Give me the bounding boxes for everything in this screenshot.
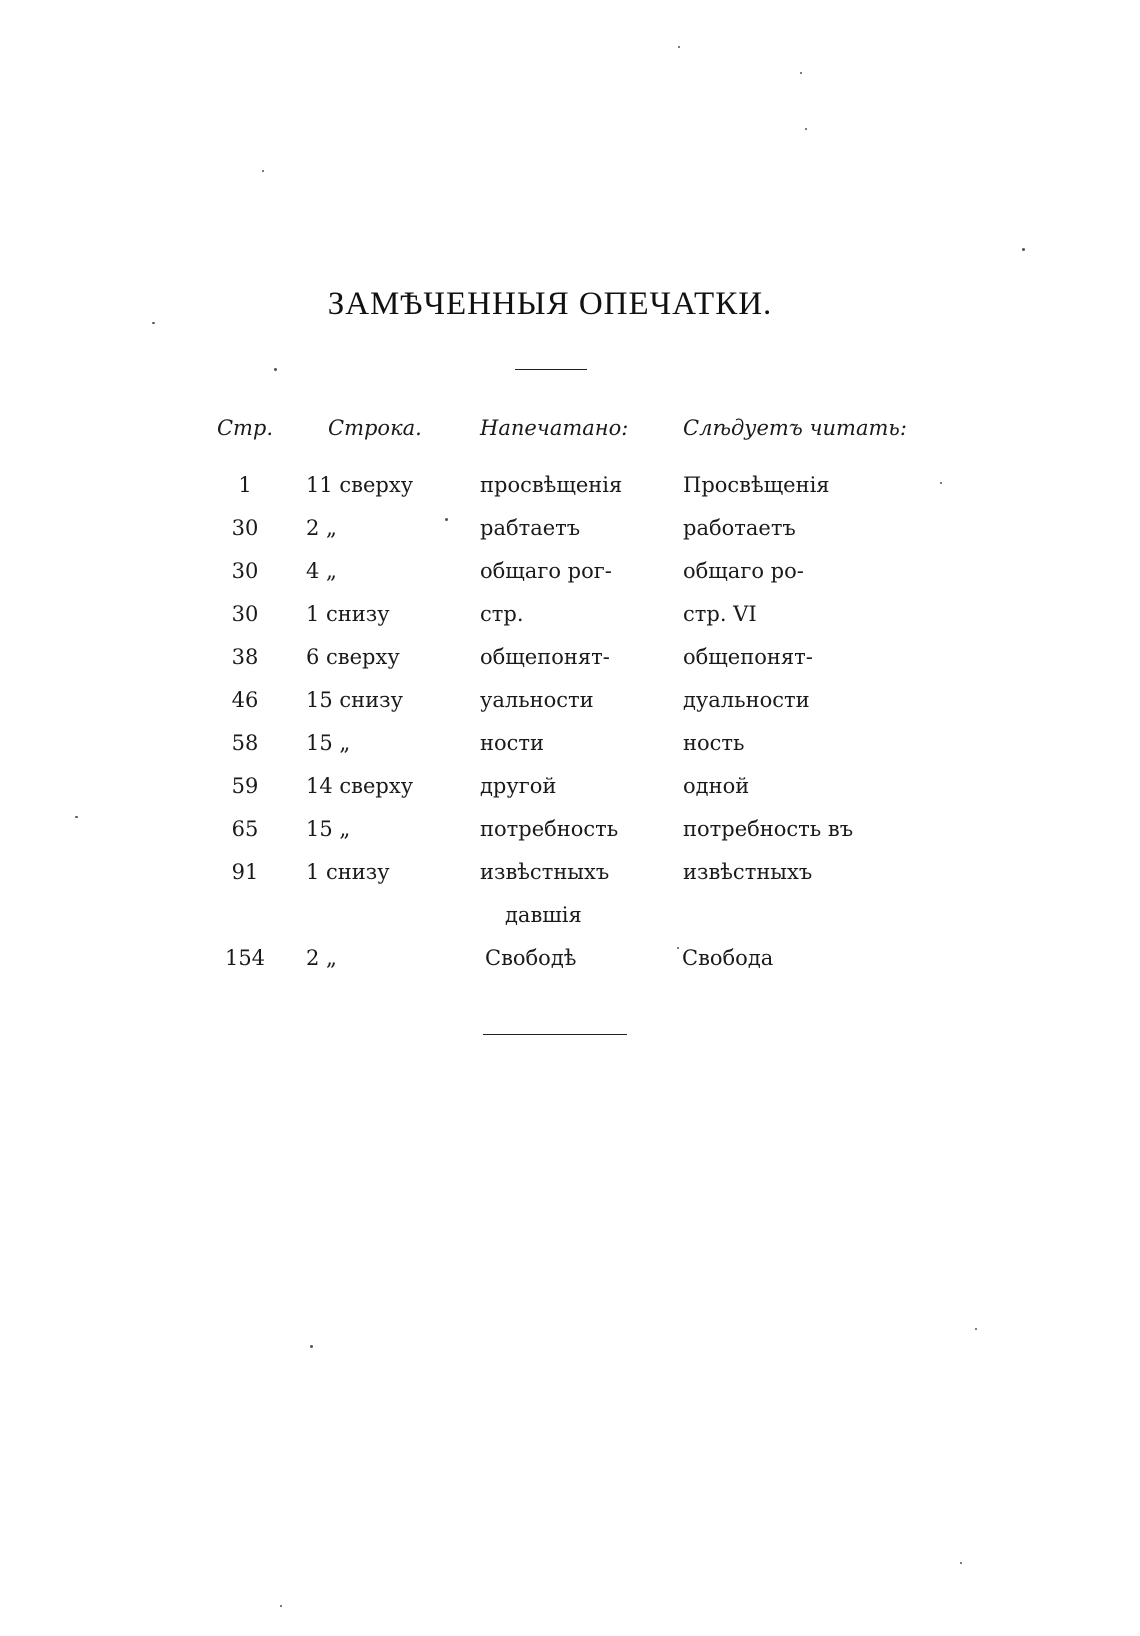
printed-text: другой — [480, 774, 557, 798]
correct-text: работаетъ — [683, 516, 796, 540]
line-ref: 1 снизу — [306, 860, 390, 884]
printed-text: извѣстныхъ — [480, 860, 610, 884]
scan-speck — [800, 72, 802, 74]
scan-speck — [280, 1605, 282, 1607]
line-ref: 6 сверху — [306, 645, 400, 669]
scan-speck — [152, 322, 155, 324]
table-row — [0, 722, 1140, 765]
line-ref: 11 сверху — [306, 473, 414, 497]
printed-text: потребность — [480, 817, 619, 841]
correct-text: извѣстныхъ — [683, 860, 813, 884]
printed-text: уальности — [480, 688, 594, 712]
printed-text: Свободѣ — [485, 946, 577, 970]
correct-text: ность — [683, 731, 745, 755]
printed-text: просвѣщенія — [480, 473, 623, 497]
table-row — [0, 937, 1140, 980]
page-number: 154 — [224, 946, 266, 970]
line-ref: 15 „ — [306, 731, 351, 755]
page-number: 59 — [231, 774, 259, 798]
scan-speck — [75, 816, 78, 818]
table-row — [0, 679, 1140, 722]
scan-speck — [678, 46, 680, 48]
correct-text: потребность въ — [683, 817, 854, 841]
scan-speck — [975, 1328, 977, 1330]
column-header-correct: Слѣдуетъ читать: — [683, 416, 907, 440]
printed-text: ности — [480, 731, 545, 755]
page-number: 46 — [231, 688, 259, 712]
page-title: ЗАМѢЧЕННЫЯ ОПЕЧАТКИ. — [327, 286, 773, 322]
line-ref: 2 „ — [306, 946, 337, 970]
title-divider — [515, 369, 587, 370]
line-ref: 4 „ — [306, 559, 337, 583]
scan-speck — [445, 518, 448, 521]
page-number: 1 — [238, 473, 252, 497]
line-ref: 15 „ — [306, 817, 351, 841]
printed-text: общаго рог- — [480, 559, 612, 583]
page-number: 58 — [231, 731, 259, 755]
scan-speck — [274, 368, 277, 371]
line-ref: 14 сверху — [306, 774, 414, 798]
closing-divider — [483, 1034, 627, 1035]
printed-text: давшія — [505, 903, 582, 927]
table-row — [0, 808, 1140, 851]
table-row — [0, 636, 1140, 679]
line-ref: 2 „ — [306, 516, 337, 540]
table-row — [0, 464, 1140, 507]
scan-speck — [310, 1345, 313, 1348]
printed-text: стр. — [480, 602, 524, 626]
correct-text: Свобода — [682, 946, 774, 970]
correct-text: одной — [683, 774, 750, 798]
page-number: 91 — [231, 860, 259, 884]
correct-text: дуальности — [683, 688, 810, 712]
scan-speck — [960, 1562, 962, 1564]
page-number: 38 — [231, 645, 259, 669]
correct-text: Просвѣщенія — [683, 473, 830, 497]
scan-speck — [940, 482, 942, 484]
scan-speck — [1022, 248, 1025, 251]
page-number: 30 — [231, 559, 259, 583]
table-row — [0, 765, 1140, 808]
scan-speck — [677, 947, 679, 949]
table-row-continuation — [0, 894, 1140, 937]
page-number: 30 — [231, 602, 259, 626]
printed-text: рабтаетъ — [480, 516, 581, 540]
line-ref: 1 снизу — [306, 602, 390, 626]
scan-speck — [805, 128, 807, 130]
table-header-row — [0, 408, 1140, 464]
errata-table — [0, 408, 1140, 980]
correct-text: общаго ро- — [683, 559, 804, 583]
page-number: 30 — [231, 516, 259, 540]
printed-text: общепонят- — [480, 645, 610, 669]
table-row — [0, 550, 1140, 593]
table-row — [0, 593, 1140, 636]
correct-text: стр. VI — [683, 602, 757, 626]
line-ref: 15 снизу — [306, 688, 403, 712]
column-header-line: Строка. — [328, 416, 422, 440]
scan-speck — [262, 170, 264, 172]
page-number: 65 — [231, 817, 259, 841]
correct-text: общепонят- — [683, 645, 813, 669]
table-row — [0, 851, 1140, 894]
column-header-printed: Напечатано: — [480, 416, 629, 440]
column-header-page: Стр. — [216, 416, 274, 440]
table-row — [0, 507, 1140, 550]
